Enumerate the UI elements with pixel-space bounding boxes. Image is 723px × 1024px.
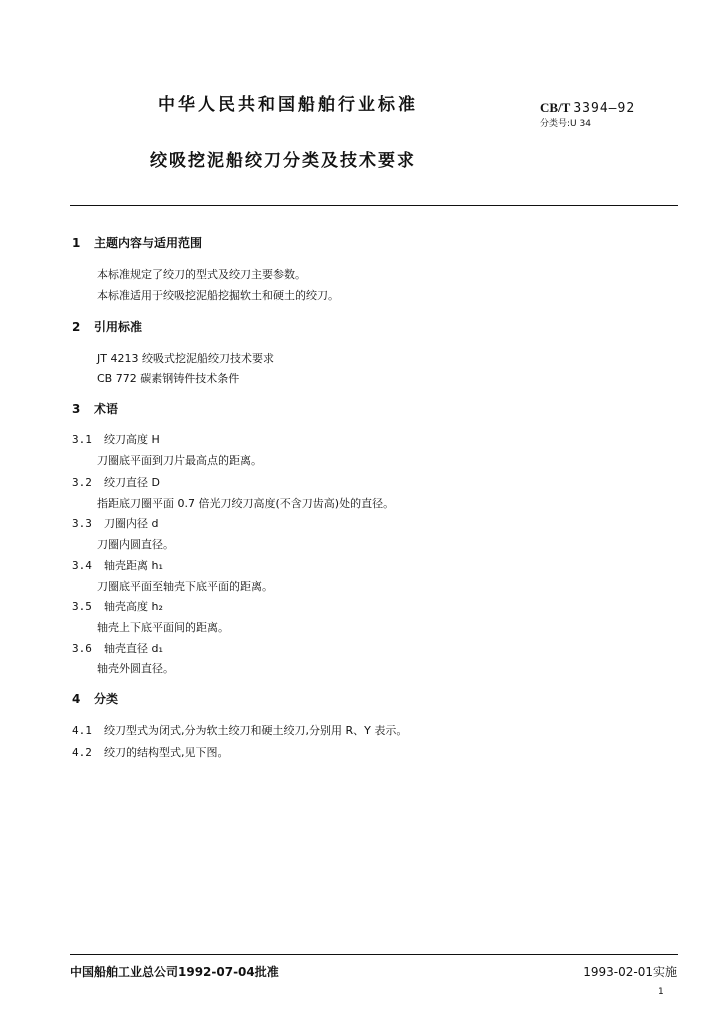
term-definition: 轴壳上下底平面间的距离。 [97,621,229,634]
term-name: 绞刀高度 H [104,433,160,446]
term-name: 绞刀直径 D [104,476,160,489]
term-definition: 刀圈底平面至轴壳下底平面的距离。 [97,580,273,593]
classification-item [72,744,229,760]
section-number: 3 [72,402,81,416]
term-definition: 轴壳外圆直径。 [97,662,174,675]
classification-code: 分类号:U 34 [540,119,591,129]
section-title: 分类 [94,692,119,706]
item-text: 绞刀型式为闭式,分为软土绞刀和硬土绞刀,分别用 R、Y 表示。 [104,724,408,737]
header-divider [70,205,678,206]
paragraph: 本标准规定了绞刀的型式及绞刀主要参数。 [97,268,306,281]
term-definition: 刀圈底平面到刀片最高点的距离。 [97,454,262,467]
section-1-heading [72,234,202,251]
term-number: 3.5 [72,600,92,613]
section-title: 主题内容与适用范围 [94,236,203,250]
section-number: 2 [72,320,81,334]
footer-divider [70,954,678,955]
reference-standard: CB 772 碳素钢铸件技术条件 [97,372,240,385]
term-entry [72,474,160,490]
term-entry [72,640,163,656]
reference-standard: JT 4213 绞吸式挖泥船绞刀技术要求 [97,352,274,365]
document-title: 绞吸挖泥船绞刀分类及技术要求 [150,151,416,171]
section-title: 术语 [94,402,119,416]
term-number: 3.3 [72,517,92,530]
section-number: 4 [72,692,81,706]
industry-standard-heading: 中华人民共和国船舶行业标准 [158,95,418,115]
section-title: 引用标准 [94,320,143,334]
term-number: 3.2 [72,476,92,489]
term-entry [72,598,163,614]
term-entry [72,515,158,531]
paragraph: 本标准适用于绞吸挖泥船挖掘软土和硬土的绞刀。 [97,289,339,302]
section-2-heading [72,318,142,335]
item-number: 4.1 [72,724,92,737]
term-definition: 指距底刀圈平面 0.7 倍光刀绞刀高度(不含刀齿高)处的直径。 [97,497,395,510]
item-number: 4.2 [72,746,92,759]
term-name: 轴壳高度 h₂ [104,600,163,613]
classification-item [72,722,407,738]
page-number: 1 [658,987,664,997]
standard-number: 3394—92 [573,101,636,116]
term-name: 轴壳直径 d₁ [104,642,163,655]
standard-prefix: CB/T [540,100,571,115]
term-name: 轴壳距离 h₁ [104,559,163,572]
section-4-heading [72,690,118,707]
term-definition: 刀圈内圆直径。 [97,538,174,551]
term-number: 3.4 [72,559,92,572]
term-number: 3.6 [72,642,92,655]
term-name: 刀圈内径 d [104,517,159,530]
term-entry [72,431,160,447]
standard-code [540,100,635,116]
term-number: 3.1 [72,433,92,446]
effective-date: 1993-02-01实施 [583,965,677,979]
approval-note: 中国船舶工业总公司1992-07-04批准 [70,965,279,979]
term-entry [72,557,163,573]
section-number: 1 [72,236,81,250]
item-text: 绞刀的结构型式,见下图。 [104,746,229,759]
section-3-heading [72,400,118,417]
